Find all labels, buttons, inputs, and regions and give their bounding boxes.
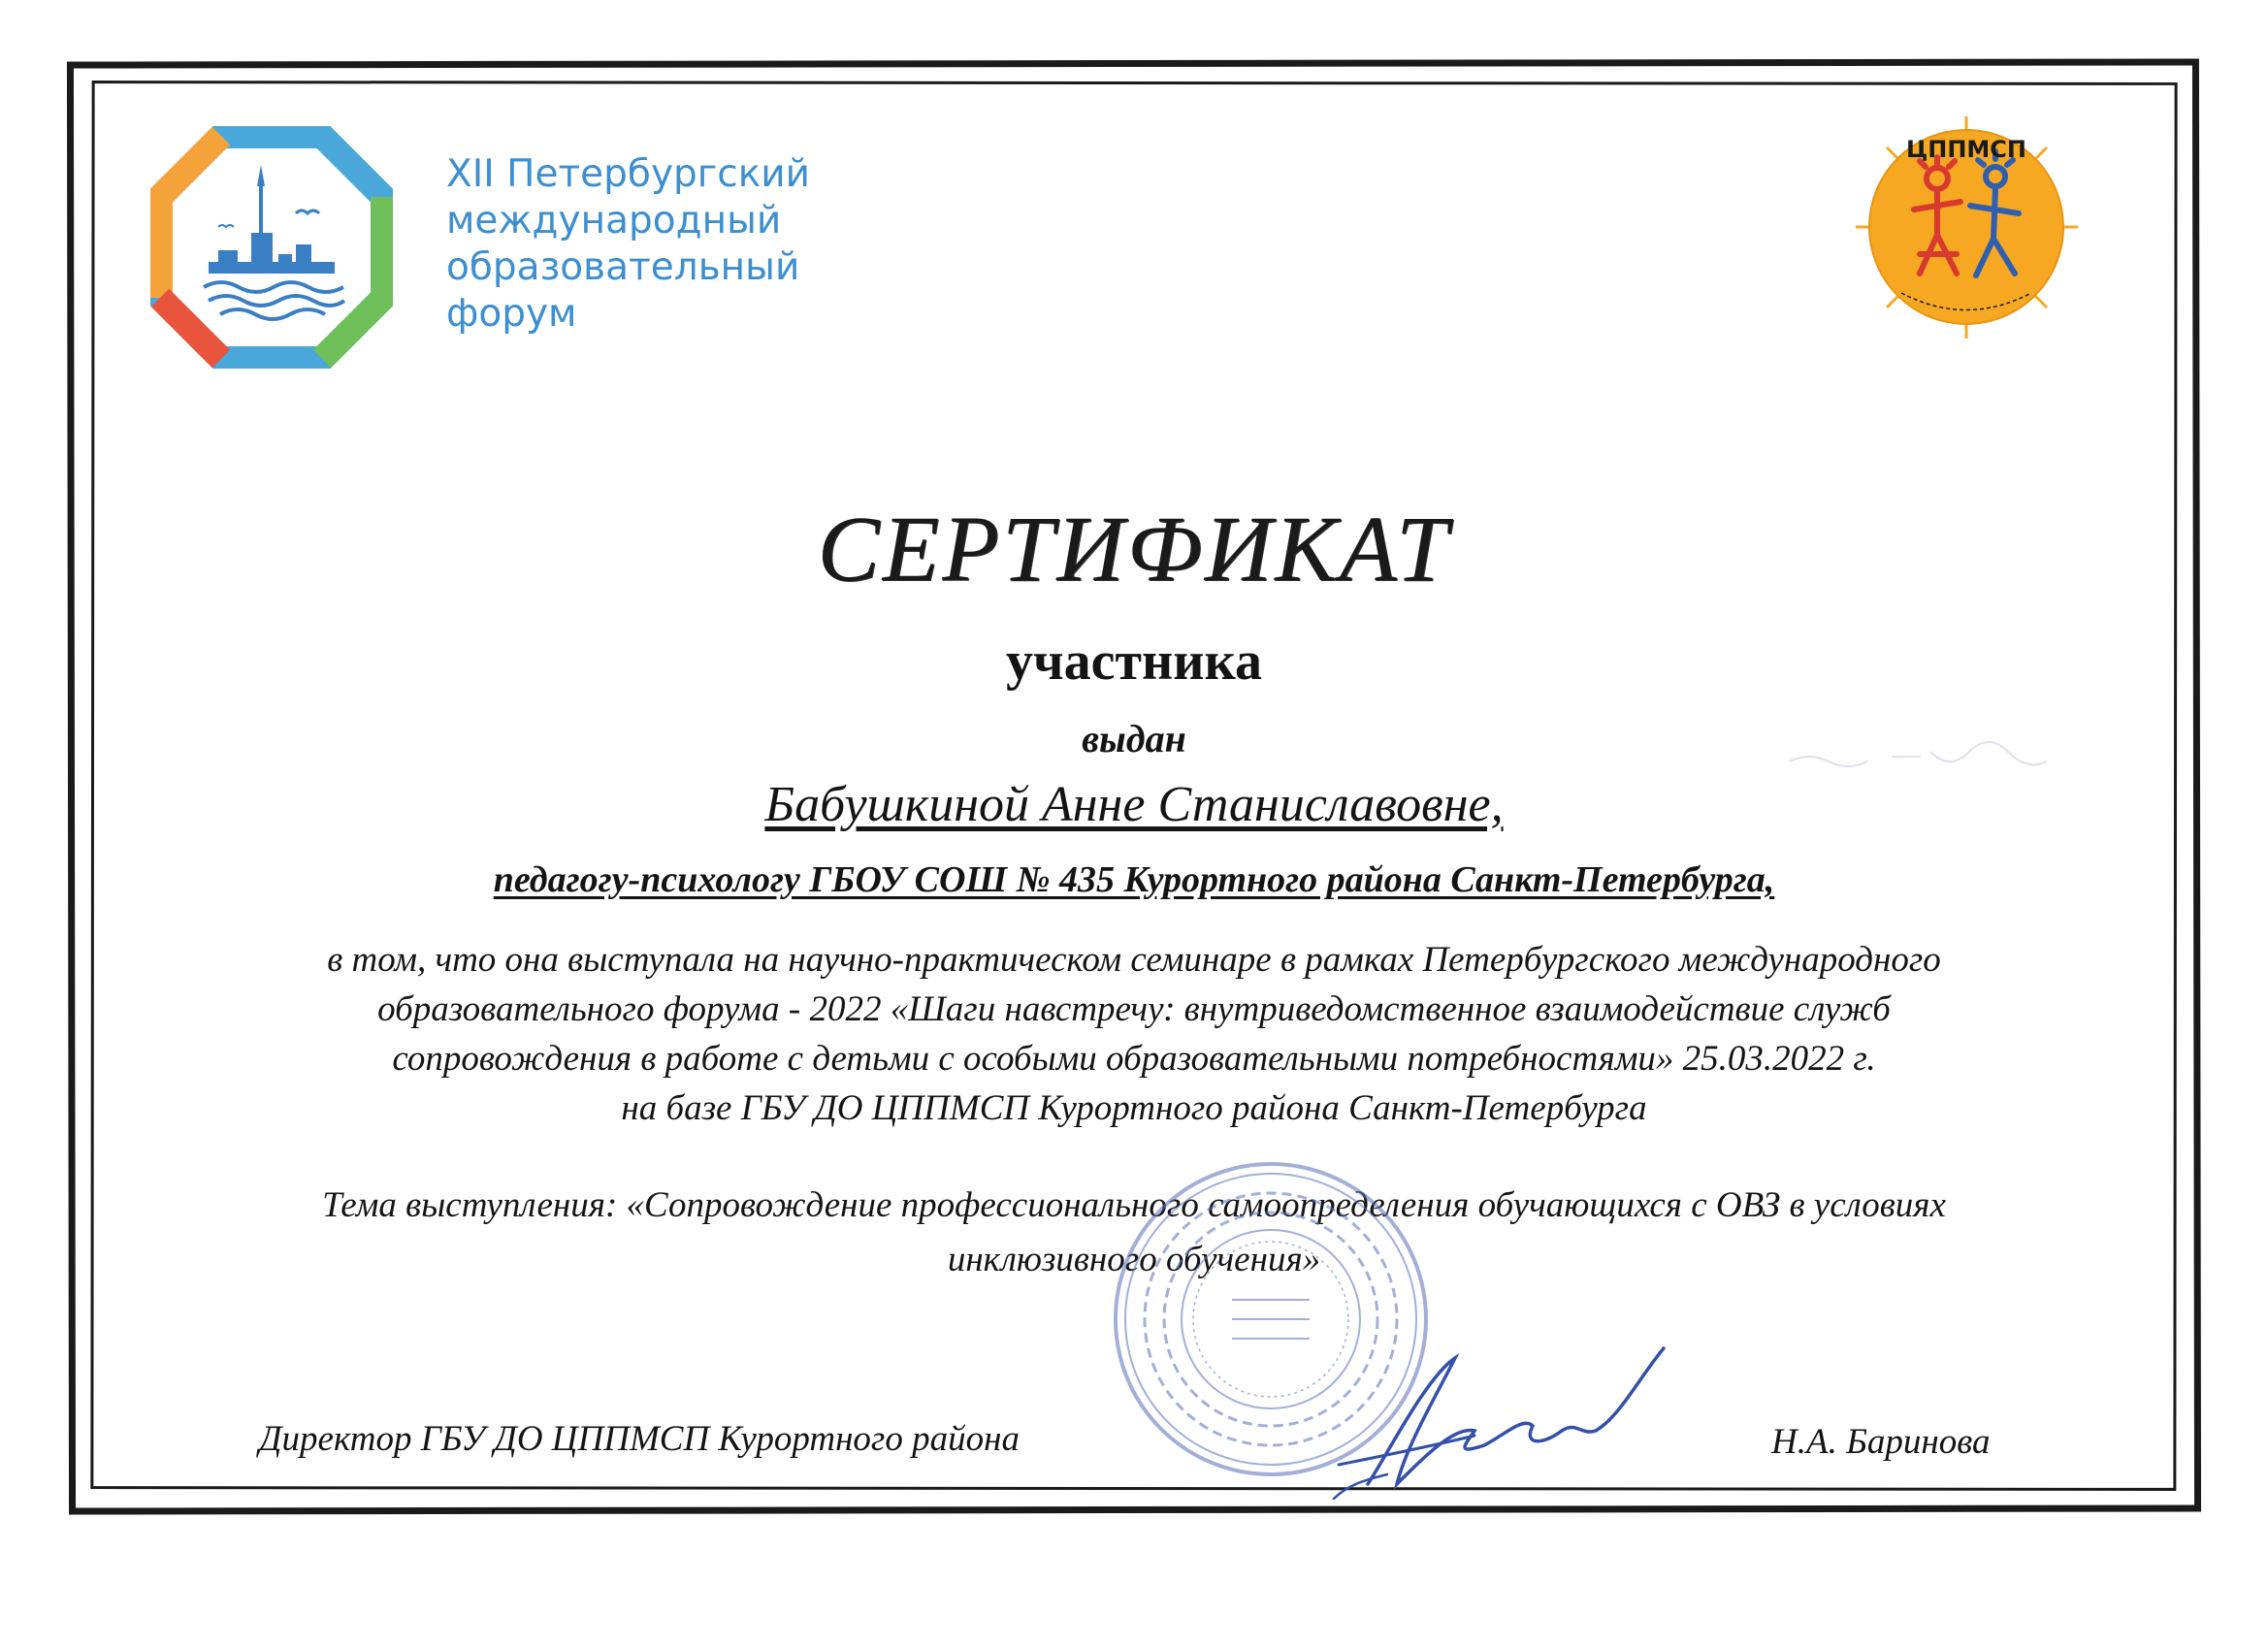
forum-octagon-logo-icon [150, 126, 393, 369]
recipient-position: педагогу-психологу ГБОУ СОШ № 435 Курортного района Санкт-Петербурга, [493, 859, 1775, 900]
body-line: в том, что она выступала на научно-практическом семинаре в рамках Петербургского международного [327, 940, 1941, 980]
children-sun-logo-icon [1848, 109, 2086, 346]
handwritten-signature-icon [1329, 1339, 1678, 1504]
body-line: образовательного форума - 2022 «Шаги навстречу: внутриведомственное взаимодействие служб [377, 989, 1891, 1029]
body-line: сопровождения в работе с детьми с особыми образовательными потребностями» 25.03.2022 г. [392, 1039, 1876, 1079]
certificate-body [116, 935, 2152, 1133]
issued-label: выдан [1082, 717, 1186, 760]
director-title: Директор ГБУ ДО ЦППМСП Курортного района [259, 1419, 1020, 1459]
forum-line: форум [446, 292, 577, 336]
certificate-subtitle: участника [1006, 631, 1262, 692]
topic-line: Тема выступления: «Сопровождение профессионального самоопределения обучающихся с ОВЗ в условиях [322, 1185, 1946, 1225]
center-logo-text: ЦППМСП [1905, 136, 2027, 163]
topic-line: инклюзивного обучения» [947, 1240, 1321, 1279]
body-line: на базе ГБУ ДО ЦППМСП Курортного района Санкт-Петербурга [621, 1088, 1647, 1128]
forum-line: XII Петербургский [446, 152, 810, 196]
forum-line: международный [446, 199, 782, 242]
forum-line: образовательный [446, 245, 800, 289]
recipient-name: Бабушкиной Анне Станиславовне, [764, 777, 1504, 832]
certificate-title: СЕРТИФИКАТ [817, 497, 1451, 600]
forum-title [446, 151, 854, 338]
signer-name: Н.А. Баринова [1771, 1422, 1991, 1462]
